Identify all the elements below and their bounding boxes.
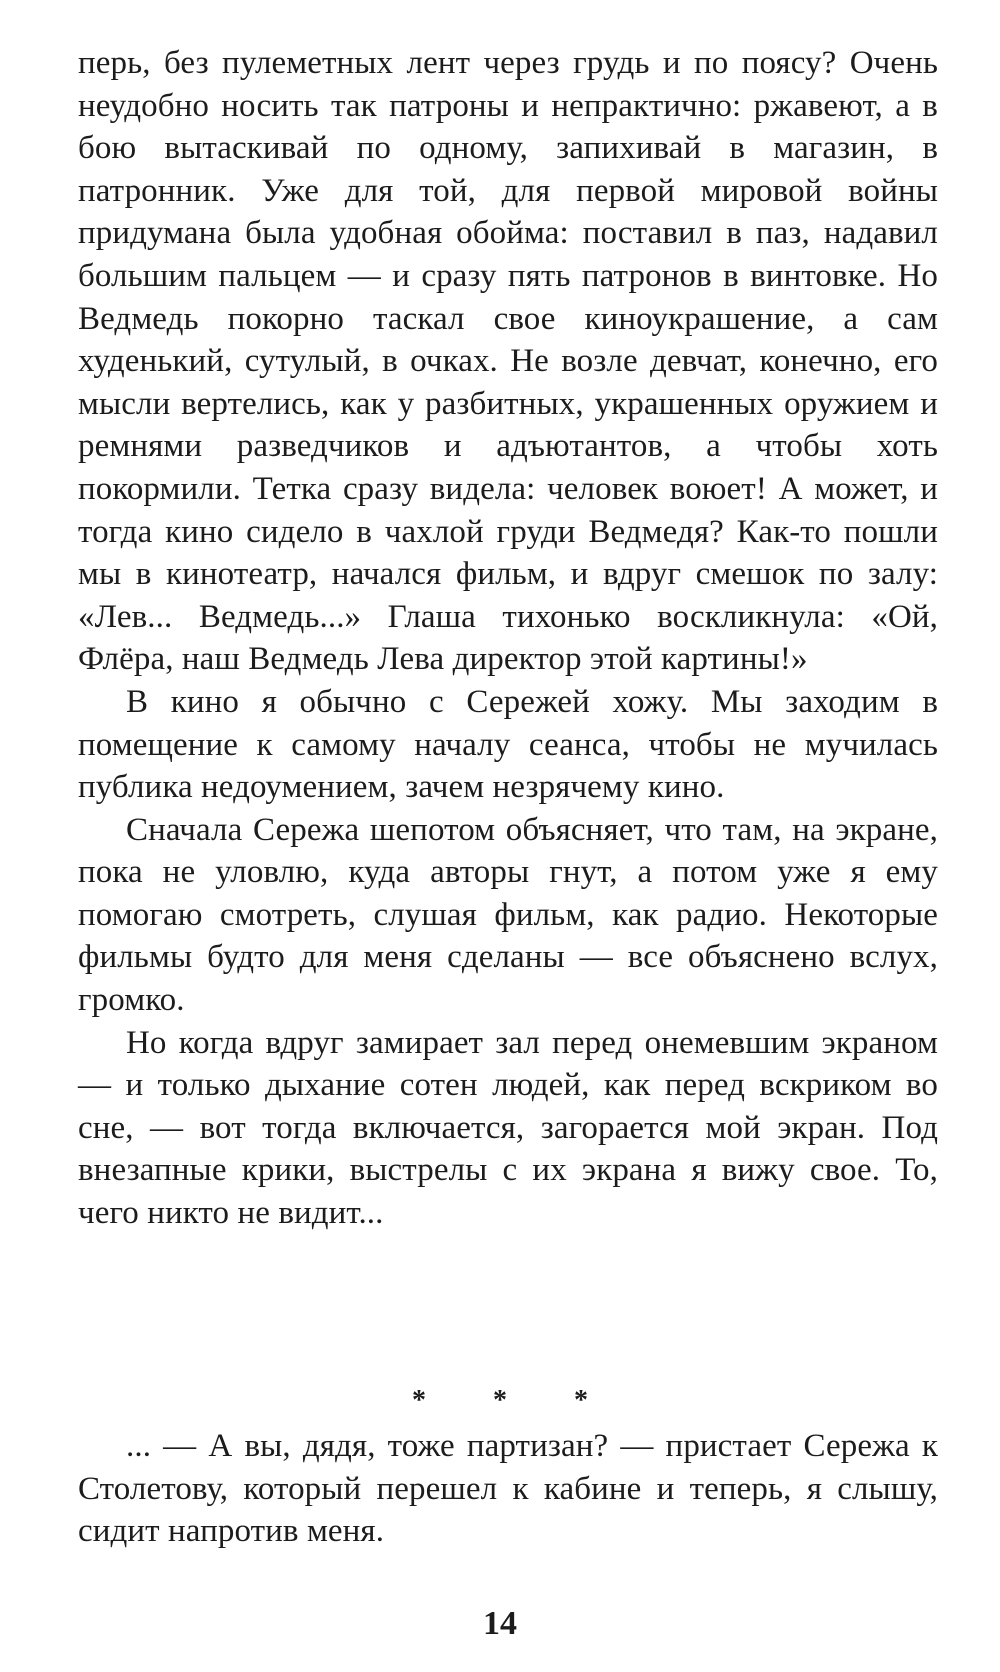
text-section-1 [78,42,938,1235]
paragraph: Но когда вдруг замирает зал перед онемевшим экраном — и только дыхание сотен людей, как перед вскриком во сне, — вот тогда включается, загорается мой экран. Под внезапные крики, выстрелы с их экрана я вижу свое. То, чего никто не видит... [78,1024,938,1232]
section-separator: * * * [412,1385,618,1416]
page-number: 14 [483,1605,517,1642]
text-section-2 [78,1425,938,1553]
paragraph: В кино я обычно с Сережей хожу. Мы заходим в помещение к самому началу сеанса, чтобы не мучилась публика недоумением, зачем незрячему кино. [78,683,938,806]
paragraph: ... — А вы, дядя, тоже партизан? — пристает Сережа к Столетову, который перешел к кабине и теперь, я слышу, сидит напротив меня. [78,1428,938,1550]
paragraph: Сначала Сережа шепотом объясняет, что там, на экране, пока не уловлю, куда авторы гнут, а потом уже я ему помогаю смотреть, слушая фильм, как радио. Некоторые фильмы будто для меня сделаны — все объяснено вслух, громко. [78,811,938,1019]
paragraph-continuation: перь, без пулеметных лент через грудь и по поясу? Очень неудобно носить так патроны и непрактично: ржавеют, а в бою вытаскивай по одному, запихивай в магазин, в патронник. Уже для той, для первой мировой войны придумана была удобная обойма: поставил в паз, надавил большим пальцем — и сразу пять патронов в винтовке. Но Ведмедь покорно таскал свое киноукрашение, а сам худенький, сутулый, в очках. Не возле девчат, конечно, его мысли вертелись, как у разбитных, украшенных оружием и ремнями разведчиков и адъютантов, а чтобы хоть покормили. Тетка сразу видела: человек воюет! А может, и тогда кино сидело в чахлой груди Ведмедя? Как-то пошли мы в кинотеатр, начался фильм, и вдруг смешок по залу: «Лев... Ведмедь...» Глаша тихонько воскликнула: «Ой, Флёра, наш Ведмедь Лева директор этой картины!» [78,45,938,678]
